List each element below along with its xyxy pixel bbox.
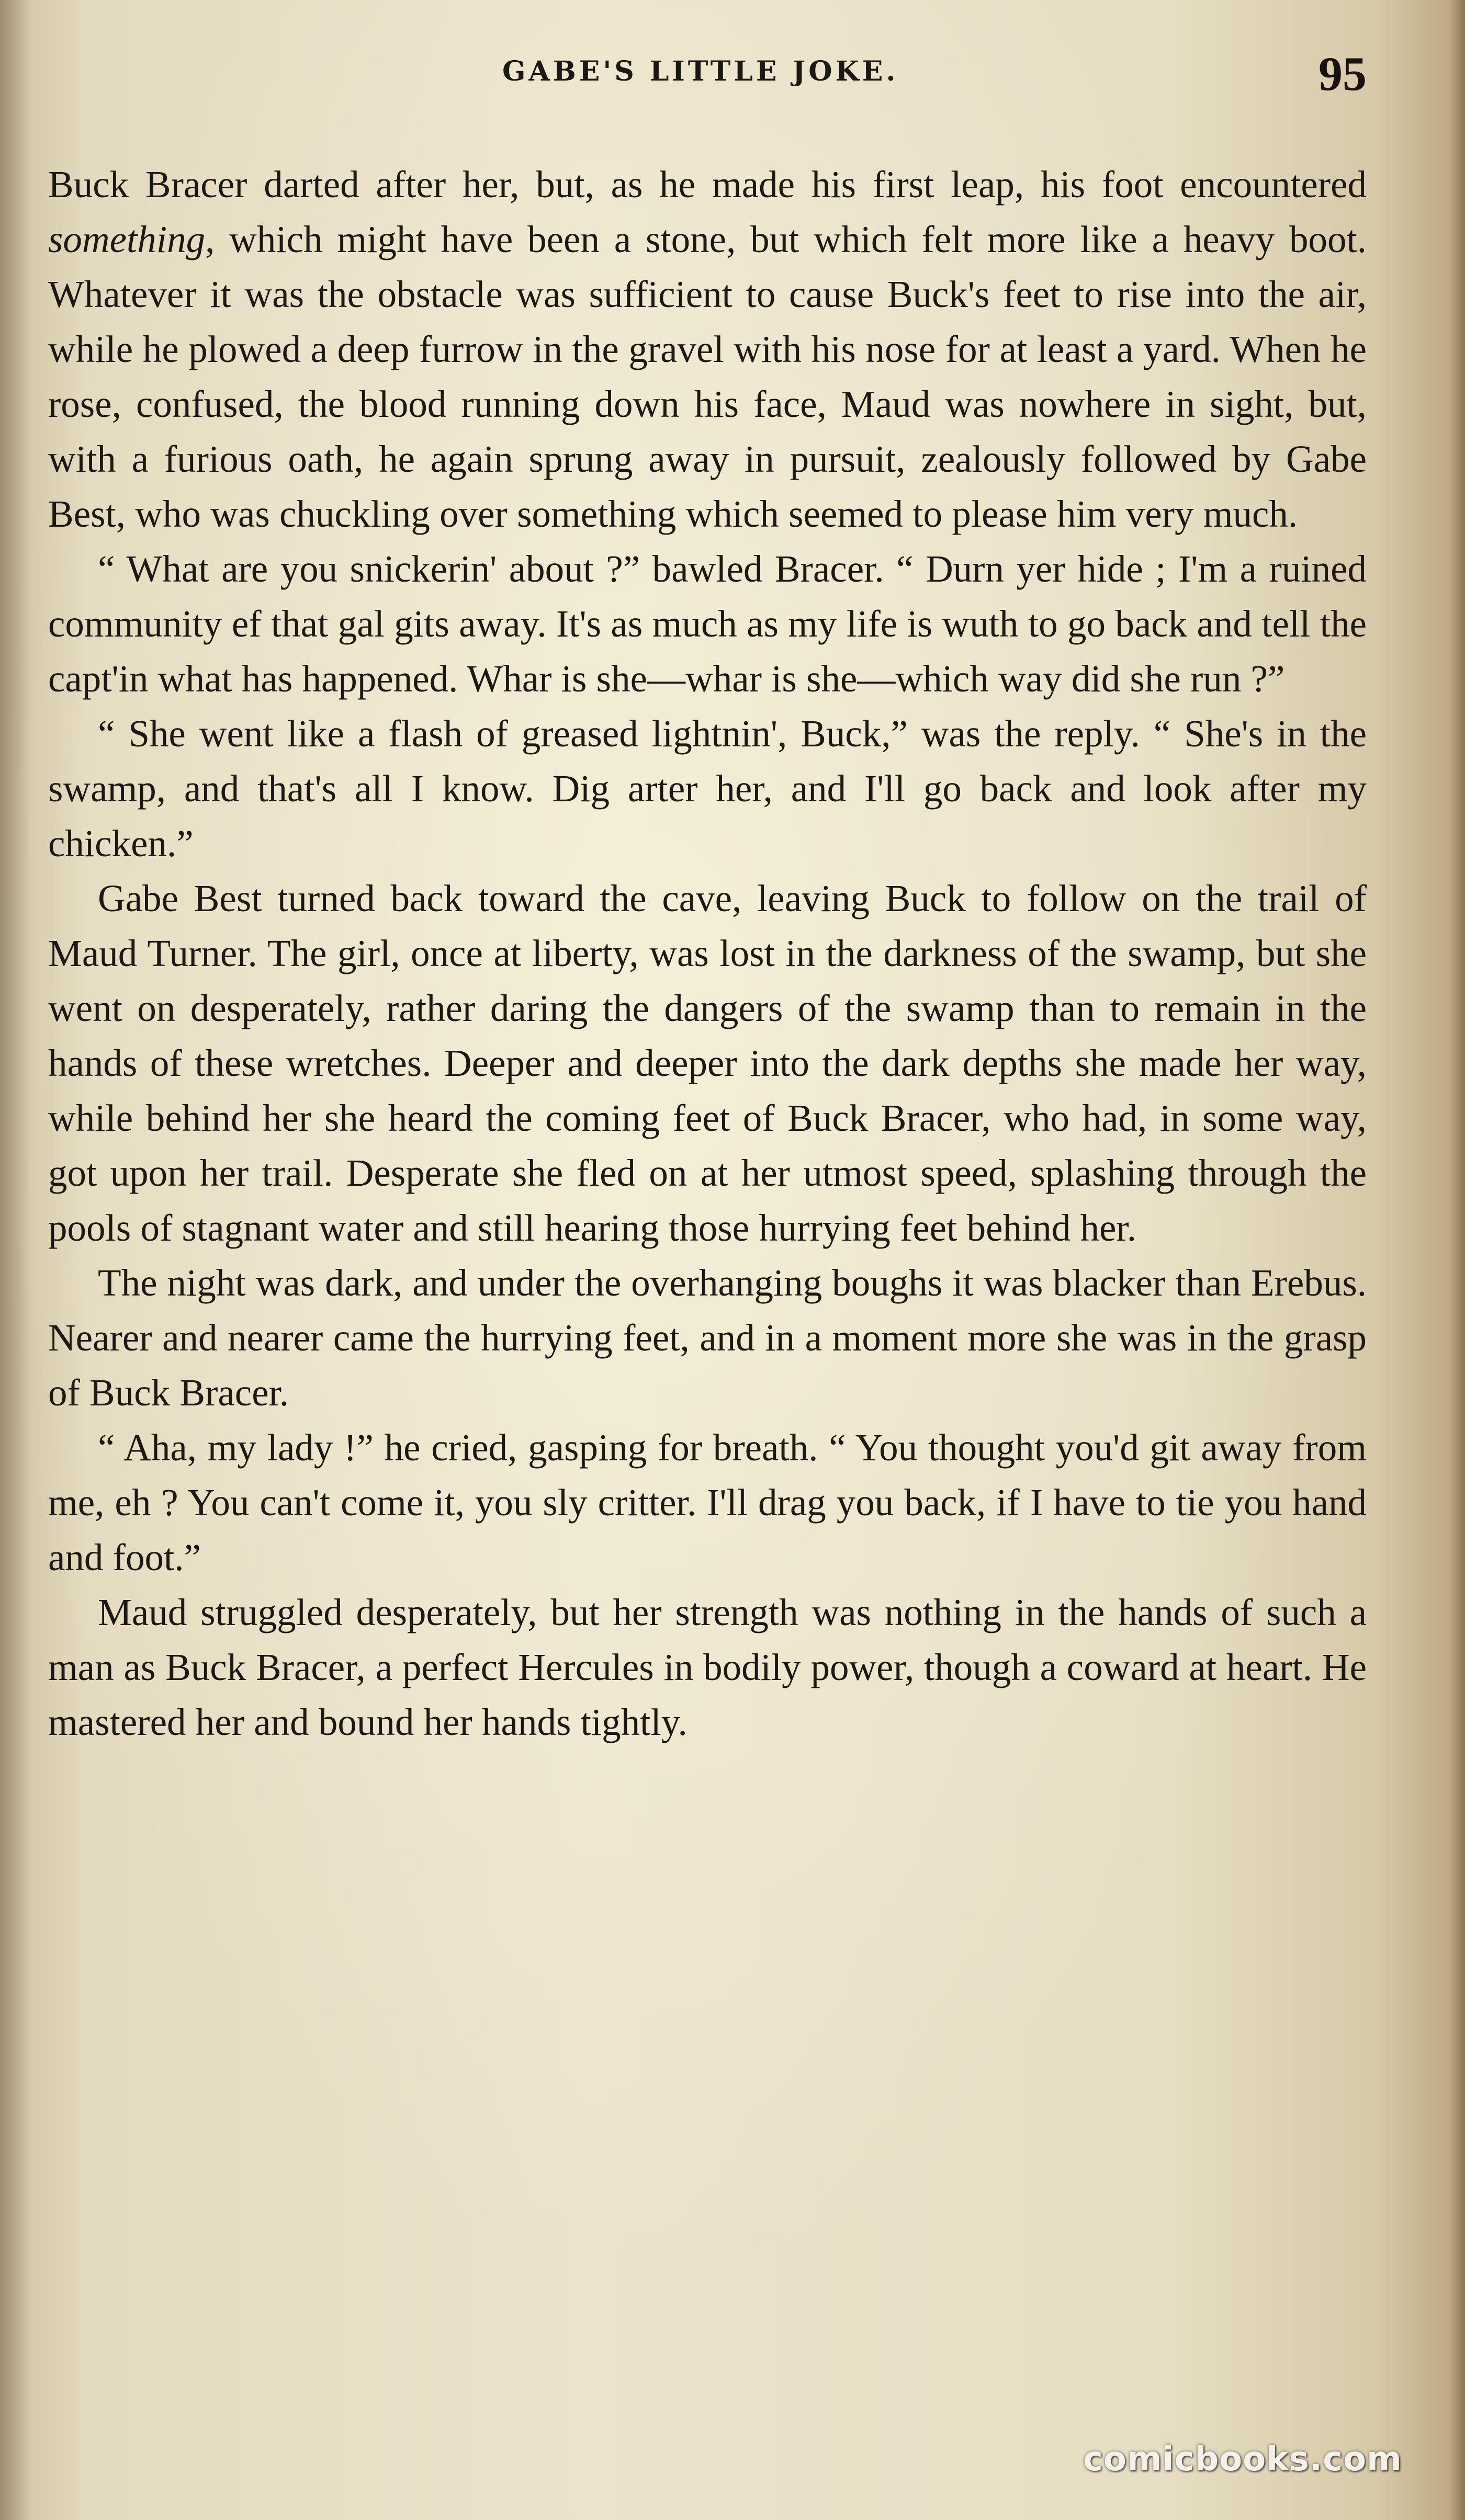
emphasis-text: something [48, 218, 206, 260]
body-text [48, 157, 1367, 1750]
paragraph: The night was dark, and under the overhanging boughs it was blacker than Erebus. Nearer and nearer came the hurrying feet, and in a moment more she was in the grasp of Buck Bracer. [48, 1262, 1367, 1414]
paragraph: “ She went like a flash of greased lightnin', Buck,” was the reply. “ She's in the swamp, and that's all I know. Dig arter her, and I'll go back and look after my chicken.” [48, 712, 1367, 865]
page-edge [1449, 0, 1465, 2520]
watermark: comicbooks.com [1083, 2440, 1402, 2479]
page-number: 95 [1318, 47, 1367, 100]
spine-shadow [0, 0, 31, 2520]
running-head-title: GABE'S LITTLE JOKE. [502, 55, 899, 87]
paragraph: Gabe Best turned back toward the cave, leaving Buck to follow on the trail of Maud Turner. The girl, once at liberty, was lost in the darkness of the swamp, but she went on desperately, rather daring the dangers of the swamp than to remain in the hands of these wretches. Deeper and deeper into the dark depths she made her way, while behind her she heard the coming feet of Buck Bracer, who had, in some way, got upon her trail. Desperate she fled on at her utmost speed, splashing through the pools of stagnant water and still hearing those hurrying feet behind her. [48, 877, 1367, 1249]
paragraph: Maud struggled desperately, but her strength was nothing in the hands of such a man as Buck Bracer, a perfect Hercules in bodily power, though a coward at heart. He mastered her and bound her hands tightly. [48, 1591, 1367, 1743]
paragraph: “ Aha, my lady !” he cried, gasping for breath. “ You thought you'd git away from me, eh ? You can't come it, you sly critter. I'll drag you back, if I have to tie you hand and foot.” [48, 1426, 1367, 1579]
paragraph: Buck Bracer darted after her, but, as he made his first leap, his foot encountered something, which might have been a stone, but which felt more like a heavy boot. Whatever it was the obstacle was sufficient to cause Buck's feet to rise into the air, while he plowed a deep furrow in the gravel with his nose for at least a yard. When he rose, confused, the blood running down his face, Maud was nowhere in sight, but, with a furious oath, he again sprung away in pursuit, zealously followed by Gabe Best, who was chuckling over something which seemed to please him very much. [48, 163, 1367, 535]
running-head [0, 46, 1465, 104]
paragraph: “ What are you snickerin' about ?” bawled Bracer. “ Durn yer hide ; I'm a ruined community ef that gal gits away. It's as much as my life is wuth to go back and tell the capt'in what has happened. Whar is she—whar is she—which way did she run ?” [48, 548, 1367, 700]
